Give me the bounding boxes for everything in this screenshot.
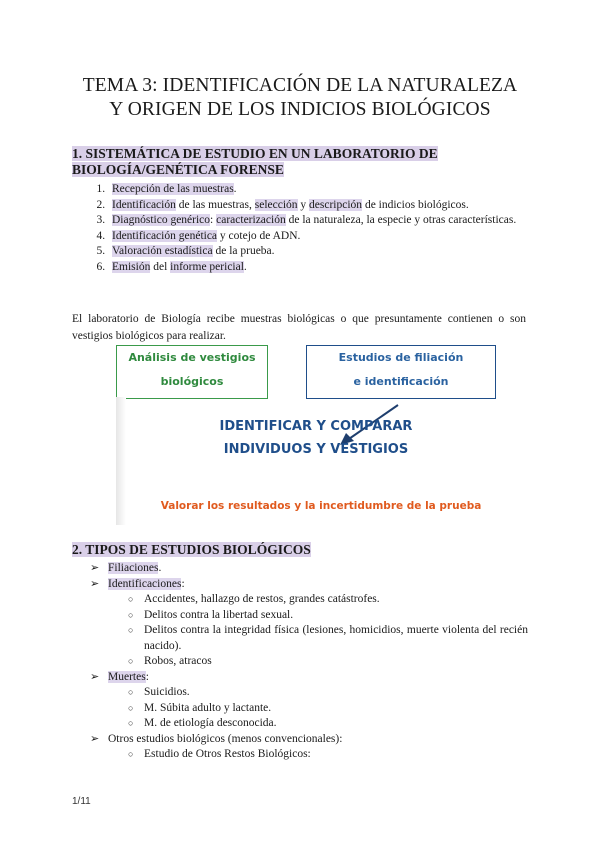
list-item: ○ M. de etiología desconocida. — [88, 716, 528, 732]
list-item: ○ Delitos contra la libertad sexual. — [88, 608, 528, 624]
list-item: ➢ Identificaciones: — [88, 577, 528, 593]
steps-list — [72, 182, 562, 275]
valorar-text: Valorar los resultados y la incertidumbre de la prueba — [160, 500, 482, 512]
identify-compare-text: IDENTIFICAR Y COMPARAR INDIVIDUOS Y VESTIGIOS — [219, 419, 413, 457]
study-types-list — [88, 561, 528, 763]
list-item: ○ Suicidios. — [88, 685, 528, 701]
page-title — [40, 74, 560, 122]
circle-bullet-icon: ○ — [128, 718, 134, 728]
circle-bullet-icon: ○ — [128, 656, 134, 666]
list-item: ○ Robos, atracos — [88, 654, 528, 670]
section-1-heading — [72, 146, 526, 178]
list-item: ○ M. Súbita adulto y lactante. — [88, 701, 528, 717]
list-item: 2. Identificación de las muestras, selección y descripción de indicios biológicos. — [108, 198, 562, 214]
list-item: ○ Accidentes, hallazgo de restos, grandes catástrofes. — [88, 592, 528, 608]
circle-bullet-icon: ○ — [128, 749, 134, 759]
list-item: ➢ Otros estudios biológicos (menos convencionales): — [88, 732, 528, 748]
arrow-bullet-icon: ➢ — [90, 670, 100, 683]
process-diagram — [116, 345, 526, 525]
vestigios-analysis-box: Análisis de vestigios biológicos — [116, 345, 268, 399]
list-item: 6. Emisión del informe pericial. — [108, 260, 562, 276]
circle-bullet-icon: ○ — [128, 625, 134, 635]
list-item: 4. Identificación genética y cotejo de ADN. — [108, 229, 562, 245]
list-item: ○ Delitos contra la integridad física (lesiones, homicidios, muerte violenta del recién nacido). — [128, 624, 528, 652]
circle-bullet-icon: ○ — [128, 594, 134, 604]
list-item: ➢ Filiaciones. — [88, 561, 528, 577]
list-item: ○ Estudio de Otros Restos Biológicos: — [88, 747, 528, 763]
list-item: 3. Diagnóstico genérico: caracterización de la naturaleza, la especie y otras características. — [108, 213, 562, 229]
list-item: ➢ Muertes: — [88, 670, 528, 686]
arrow-bullet-icon: ➢ — [90, 562, 100, 574]
list-item: 5. Valoración estadística de la prueba. — [108, 244, 562, 260]
circle-bullet-icon: ○ — [128, 702, 134, 713]
title-line-1: TEMA 3: IDENTIFICACIÓN DE LA NATURALEZA — [82, 75, 518, 96]
page-number: 1/11 — [72, 796, 91, 807]
list-item: 1. Recepción de las muestras. — [108, 182, 562, 198]
circle-bullet-icon: ○ — [128, 609, 134, 620]
title-line-2: Y ORIGEN DE LOS INDICIOS BIOLÓGICOS — [109, 99, 491, 120]
section-1-heading-line-1: 1. SISTEMÁTICA DE ESTUDIO EN UN LABORATORIO DE — [72, 146, 438, 161]
arrow-bullet-icon: ➢ — [90, 577, 100, 590]
arrow-bullet-icon: ➢ — [90, 732, 100, 745]
intro-paragraph: El laboratorio de Biología recibe muestras biológicas o que presuntamente contienen o son vestigios biológicos para realizar. — [72, 313, 526, 342]
circle-bullet-icon: ○ — [128, 687, 134, 697]
section-2-heading: 2. TIPOS DE ESTUDIOS BIOLÓGICOS — [72, 542, 311, 557]
section-1-heading-line-2: BIOLOGÍA/GENÉTICA FORENSE — [72, 162, 284, 177]
filiation-studies-box: Estudios de filiación e identificación — [306, 345, 496, 399]
